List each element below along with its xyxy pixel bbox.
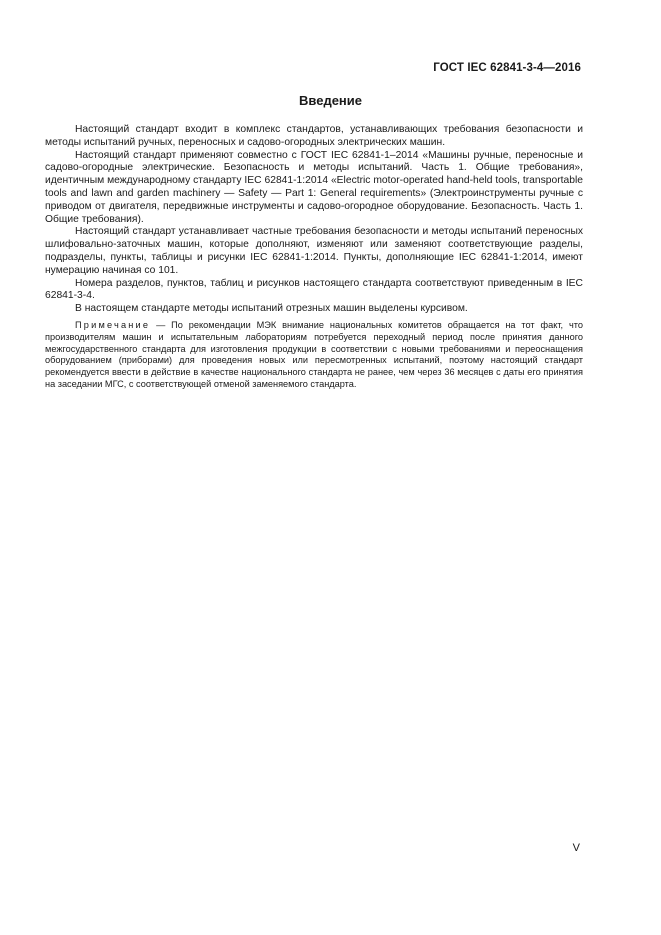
paragraph-1: Настоящий стандарт входит в комплекс стандартов, устанавливающих требования безопасности и методы испытаний ручных, переносных и садово-огородных электрических машин. [45, 124, 583, 148]
paragraph-4: Номера разделов, пунктов, таблиц и рисунков настоящего стандарта соответствуют приведенным в IEC 62841-3-4. [45, 277, 583, 302]
section-title: Введение [299, 93, 362, 108]
standard-code: ГОСТ IEC 62841-3-4—2016 [433, 62, 581, 74]
note-block [45, 320, 583, 391]
paragraph-3: Настоящий стандарт устанавливает частные требования безопасности и методы испытаний переносных шлифовально-заточных машин, которые дополняют, изменяют или заменяют соответствующие разделы, подразделы, пункты, таблицы и рисунки IEC 62841-1:2014. Пункты, дополняющие IEC 62841-1:2014, имеют нумерацию начиная со 101. [45, 226, 583, 276]
paragraph-5: В настоящем стандарте методы испытаний отрезных машин выделены курсивом. [75, 303, 468, 315]
page-number: V [572, 842, 580, 854]
note-label: Примечание [75, 319, 151, 330]
document-body [45, 124, 583, 391]
note-text: — По рекомендации МЭК внимание национальных комитетов обращается на тот факт, что производителям машин и испытательным лабораториям потребуется переходный период после принятия данного межгосударственного стандарта для изготовления продукции в соответствии с новыми требованиями и переоснащения оборудованием (приборами) для проведения новых или пересмотренных испытаний, поэтому настоящий стандарт рекомендуется ввести в действие в качестве национального стандарта не ранее, чем через 36 месяцев с даты его принятия на заседании МГС, с соответствующей отменой заменяемого стандарта. [45, 319, 583, 389]
paragraph-2: Настоящий стандарт применяют совместно с ГОСТ IEC 62841-1–2014 «Машины ручные, переносные и садово-огородные электрические. Безопасность и методы испытаний. Часть 1. Общие требования», идентичным международному стандарту IEC 62841-1:2014 «Electric motor-operated hand-held tools, transportable tools and lawn and garden machinery — Safety — Part 1: General requirements» (Электроинструменты ручные с приводом от двигателя, передвижные инструменты и садово-огородное оборудование. Безопасность. Часть 1. Общие требования). [45, 149, 583, 225]
